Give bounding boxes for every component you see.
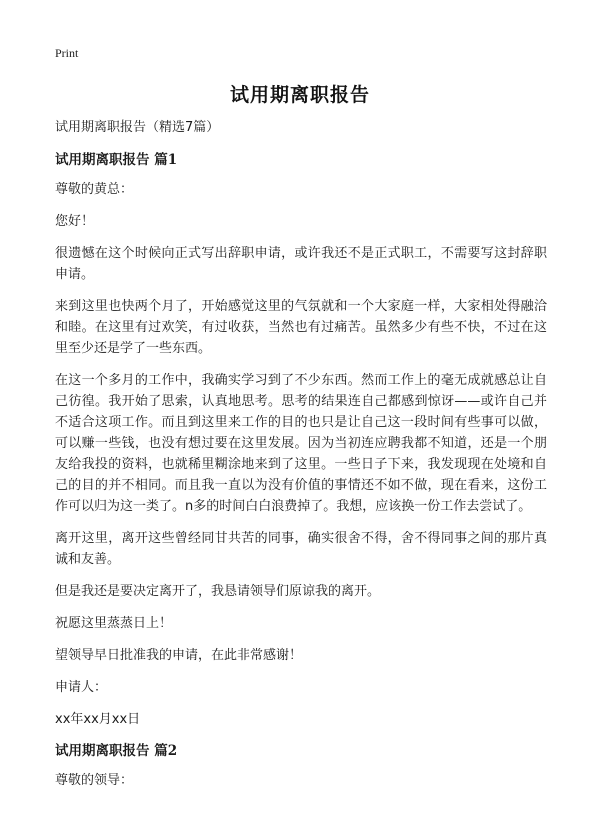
salutation: 尊敬的领导： [55, 773, 134, 788]
print-link[interactable]: Print [55, 46, 79, 60]
closing-request: 望领导早日批准我的申请，在此非常感谢！ [55, 648, 303, 663]
date-line: xx年xx月xx日 [55, 712, 141, 727]
body-paragraph: 在这一个多月的工作中，我确实学习到了不少东西。然而工作上的毫无成就感总让自己彷徨。我开始了思索，认真地思考。思考的结果连自己都感到惊讶——或许自己并不适合这项工作。而且到这里来工作的目的也只是让自己这一段时间有些事可以做，可以赚一些钱，也没有想过要在这里发展。因为当初连应聘我都不知道，还是一个朋友给我投的资料，也就稀里糊涂地来到了这里。一些日子下来，我发现现在处境和自己的目的并不相同。而且我一直以为没有价值的事情还不如不做，现在看来，这份工作可以归为这一类了。n多的时间白白浪费掉了。我想，应该换一份工作去尝试了。 [55, 373, 547, 514]
body-paragraph: 离开这里，离开这些曾经同甘共苦的同事，确实很舍不得，舍不得同事之间的那片真诚和友善。 [55, 531, 547, 567]
document-subtitle: 试用期离职报告（精选7篇） [55, 120, 220, 135]
page-title: 试用期离职报告 [229, 84, 370, 106]
applicant-label: 申请人： [55, 680, 108, 695]
body-paragraph: 很遗憾在这个时候向正式写出辞职申请，或许我还不是正式职工，不需要写这封辞职申请。 [55, 246, 547, 282]
closing-wish: 祝愿这里蒸蒸日上！ [55, 616, 173, 631]
document-body [55, 118, 547, 802]
body-paragraph: 但是我还是要决定离开了，我恳请领导们原谅我的离开。 [55, 584, 381, 599]
salutation: 尊敬的黄总： [55, 182, 134, 197]
section-heading: 试用期离职报告 篇2 [55, 743, 178, 759]
section-heading: 试用期离职报告 篇1 [55, 152, 178, 168]
body-paragraph: 来到这里也快两个月了，开始感觉这里的气氛就和一个大家庭一样，大家相处得融洽和睦。在这里有过欢笑，有过收获，当然也有过痛苦。虽然多少有些不快，不过在这里至少还是学了一些东西。 [55, 299, 547, 356]
greeting: 您好！ [55, 214, 95, 229]
